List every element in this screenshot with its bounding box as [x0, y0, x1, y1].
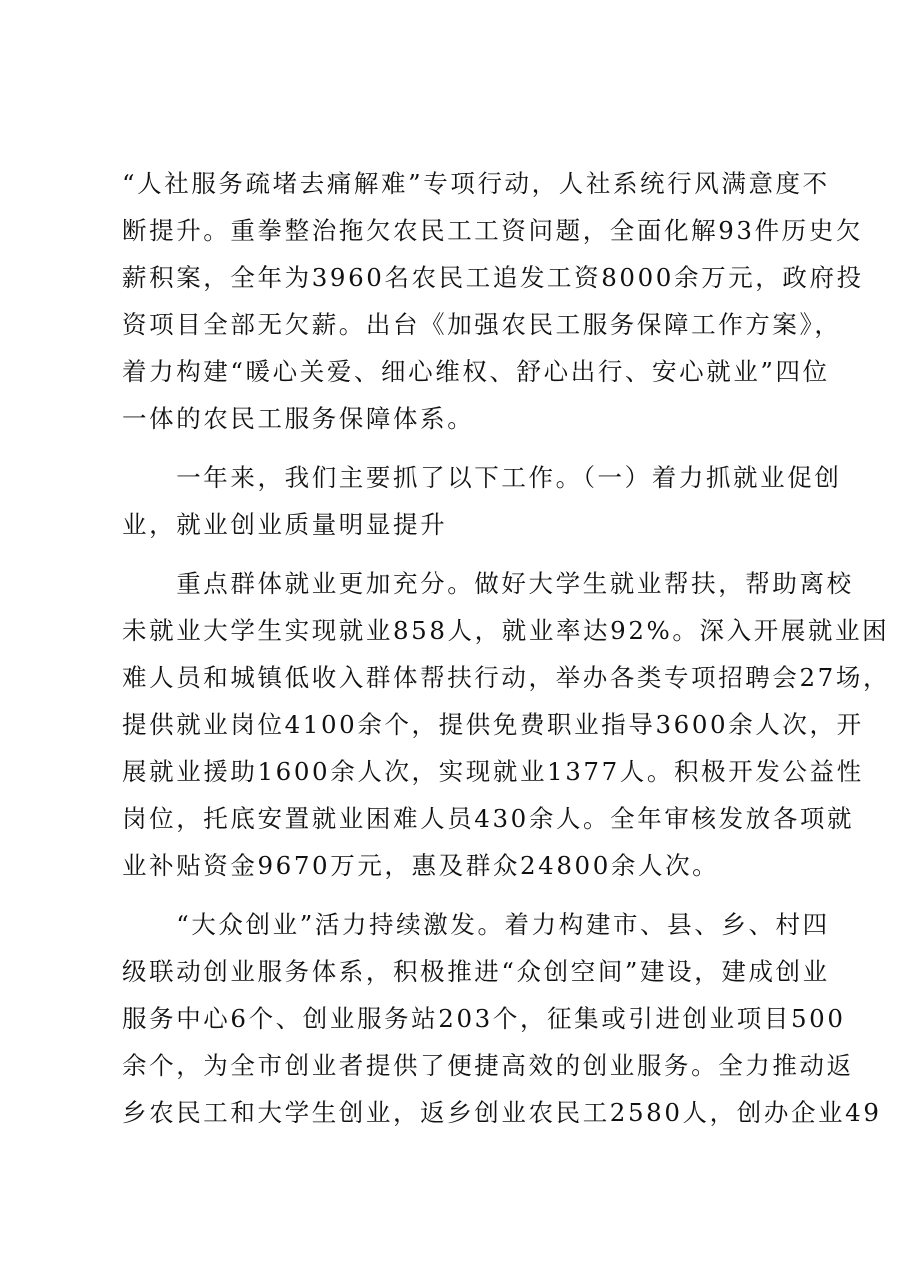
- text-line: 薪积案，全年为3960名农民工追发工资8000余万元，政府投: [122, 263, 864, 292]
- paragraph-gap: [122, 548, 812, 560]
- text-line: 一年来，我们主要抓了以下工作。（一）着力抓就业促创: [122, 463, 842, 492]
- text-line: 级联动创业服务体系，积极推进“众创空间”建设，建成创业: [122, 957, 830, 986]
- text-line: 展就业援助1600余人次，实现就业1377人。积极开发公益性: [122, 757, 864, 786]
- text-line: 一体的农民工服务保障体系。: [122, 404, 475, 433]
- text-line: 断提升。重拳整治拖欠农民工工资问题，全面化解93件历史欠: [122, 216, 863, 245]
- text-line: 乡农民工和大学生创业，返乡创业农民工2580人，创办企业49: [122, 1098, 882, 1127]
- text-line: “大众创业”活力持续激发。着力构建市、县、乡、村四: [122, 910, 830, 939]
- paragraph-gap: [122, 889, 812, 901]
- text-line: 资项目全部无欠薪。出台《加强农民工服务保障工作方案》，: [122, 310, 842, 339]
- text-line: 岗位，托底安置就业困难人员430余人。全年审核发放各项就: [122, 804, 855, 833]
- text-line: 难人员和城镇低收入群体帮扶行动，举办各类专项招聘会27场，: [122, 663, 891, 692]
- paragraph-gap: [122, 442, 812, 454]
- text-line: 业，就业创业质量明显提升: [122, 510, 448, 539]
- text-line: 重点群体就业更加充分。做好大学生就业帮扶，帮助离校: [122, 569, 854, 598]
- text-line: 服务中心6个、创业服务站203个，征集或引进创业项目500: [122, 1004, 846, 1033]
- text-line: 未就业大学生实现就业858人，就业率达92%。深入开展就业困: [122, 616, 890, 645]
- text-line: 余个，为全市创业者提供了便捷高效的创业服务。全力推动返: [122, 1051, 854, 1080]
- text-line: 业补贴资金9670万元，惠及群众24800余人次。: [122, 851, 720, 880]
- document-body: [122, 160, 891, 1136]
- text-line: “人社服务疏堵去痛解难”专项行动，人社系统行风满意度不: [122, 169, 830, 198]
- text-line: 提供就业岗位4100余个，提供免费职业指导3600余人次，开: [122, 710, 864, 739]
- text-line: 着力构建“暖心关爱、细心维权、舒心出行、安心就业”四位: [122, 357, 830, 386]
